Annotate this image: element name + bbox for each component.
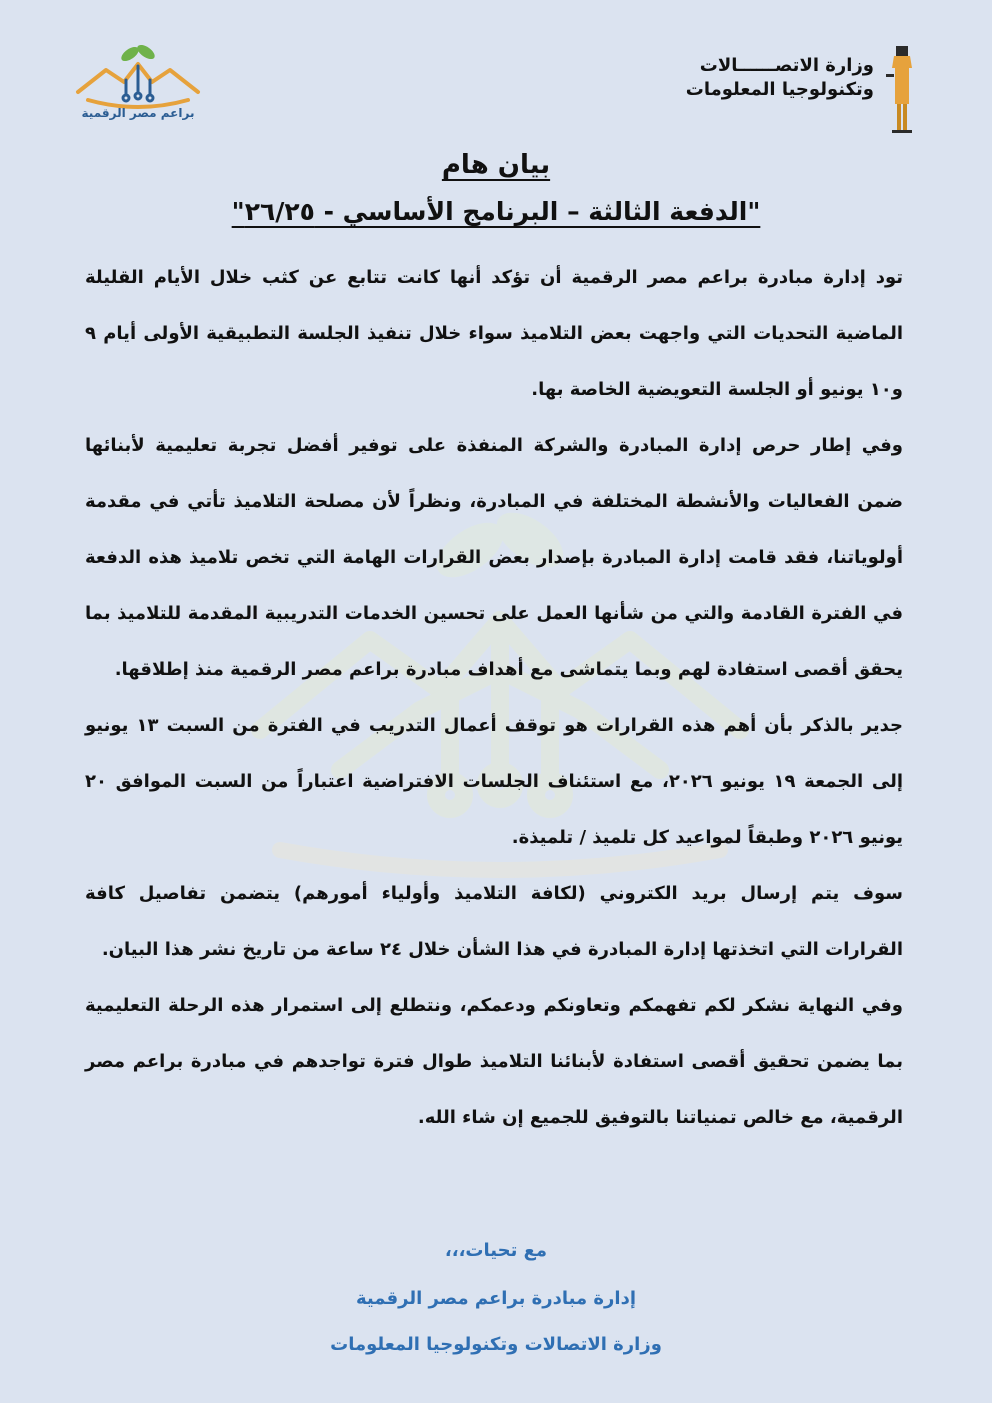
statement-body	[85, 250, 903, 1146]
page-subtitle: "الدفعة الثالثة – البرنامج الأساسي - ٢٦/٢٥"	[231, 197, 761, 226]
ministry-logo	[685, 38, 922, 134]
sprout-circuit-icon	[68, 40, 208, 110]
left-logo-caption: براعم مصر الرقمية	[81, 106, 195, 120]
paragraph-4: سوف يتم إرسال بريد الكتروني (لكافة التلاميذ وأولياء أمورهم) يتضمن تفاصيل كافة القرارات التي اتخذتها إدارة المبادرة في هذا الشأن خلال ٢٤ ساعة من تاريخ نشر هذا البيان.	[85, 883, 903, 960]
ministry-name	[686, 54, 874, 102]
paragraph-3: جدير بالذكر بأن أهم هذه القرارات هو توقف أعمال التدريب في الفترة من السبت ١٣ يونيو إلى الجمعة ١٩ يونيو ٢٠٢٦، مع استئناف الجلسات الافتراضية اعتباراً من السبت الموافق ٢٠ يونيو ٢٠٢٦ وطبقاً لمواعيد كل تلميذ / تلميذة.	[85, 715, 903, 848]
brand-logo-left	[68, 40, 208, 130]
closing-sender-initiative: إدارة مبادرة براعم مصر الرقمية	[356, 1288, 636, 1309]
closing-greeting: مع تحيات،،،	[444, 1240, 548, 1261]
page-title: بيان هام	[441, 150, 551, 180]
ministry-name-line2: وتكنولوجيا المعلومات	[685, 79, 874, 100]
closing-sender-ministry: وزارة الاتصالات وتكنولوجيا المعلومات	[330, 1334, 662, 1355]
paragraph-1: تود إدارة مبادرة براعم مصر الرقمية أن تؤكد أنها كانت تتابع عن كثب خلال الأيام القليلة الماضية التحديات التي واجهت بعض التلاميذ سواء خلال تنفيذ الجلسة التطبيقية الأولى أيام ٩ و١٠ يونيو أو الجلسة التعويضية الخاصة بها.	[85, 267, 903, 400]
ministry-name-line1: وزارة الاتصــــــالات	[699, 55, 874, 76]
paragraph-2: وفي إطار حرص إدارة المبادرة والشركة المنفذة على توفير أفضل تجربة تعليمية لأبنائها ضمن الفعاليات والأنشطة المختلفة في المبادرة، ونظراً لأن مصلحة التلاميذ تأتي في مقدمة أولوياتنا، فقد قامت إدارة المبادرة بإصدار بعض القرارات الهامة التي تخص تلاميذ هذه الدفعة في الفترة القادمة والتي من شأنها العمل على تحسين الخدمات التدريبية المقدمة للتلاميذ بما يحقق أقصى استفادة لهم وبما يتماشى مع أهداف مبادرة براعم مصر الرقمية منذ إطلاقها.	[85, 435, 903, 680]
pharaoh-icon	[882, 38, 922, 134]
paragraph-5: وفي النهاية نشكر لكم تفهمكم وتعاونكم ودعمكم، ونتطلع إلى استمرار هذه الرحلة التعليمية بما يضمن تحقيق أقصى استفادة لأبنائنا التلاميذ طوال فترة تواجدهم في مبادرة براعم مصر الرقمية، مع خالص تمنياتنا بالتوفيق للجميع إن شاء الله.	[85, 995, 903, 1128]
